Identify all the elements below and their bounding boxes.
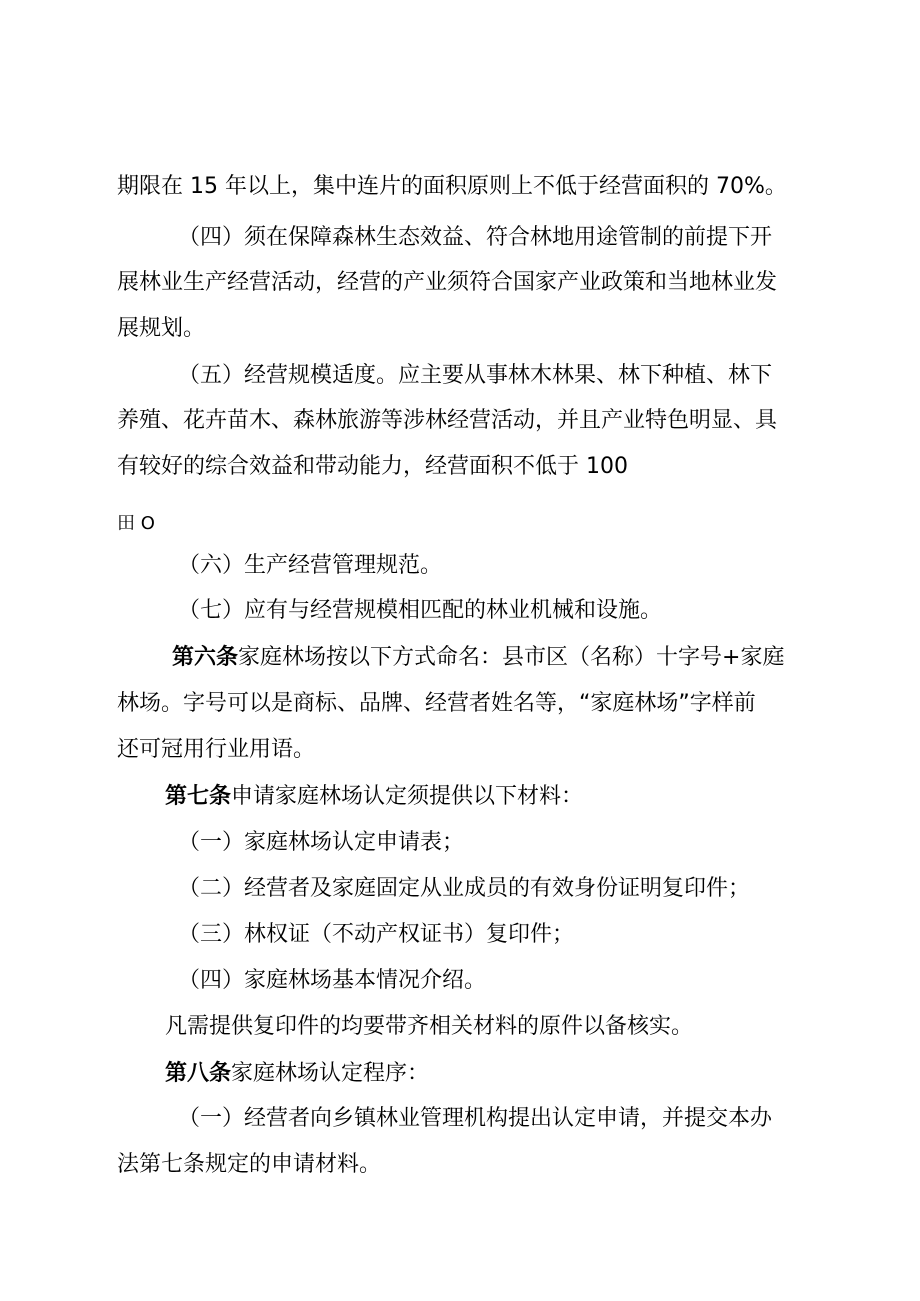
article-text: 申请家庭林场认定须提供以下材料： <box>231 784 584 809</box>
text-line: 展规划。 <box>117 316 206 341</box>
article-7-heading <box>165 782 583 812</box>
article-8-heading <box>165 1059 429 1089</box>
article-text: 家庭林场认定程序： <box>231 1061 430 1086</box>
text-line: （六）生产经营管理规范。 <box>178 553 443 578</box>
text-line: （一）家庭林场认定申请表； <box>178 830 465 855</box>
text-line: 法第七条规定的申请材料。 <box>117 1152 382 1177</box>
article-6-heading <box>172 643 784 673</box>
article-text: 家庭林场按以下方式命名：县市区（名称）十字号+家庭 <box>238 645 785 670</box>
text-line: （四）须在保障森林生态效益、符合林地用途管制的前提下开 <box>178 225 773 250</box>
text-line: 林场。字号可以是商标、品牌、经营者姓名等，“家庭林场”字样前 <box>117 691 756 716</box>
text-line: 养殖、花卉苗木、森林旅游等涉林经营活动，并且产业特色明显、具 <box>117 408 778 433</box>
text-line: （一）经营者向乡镇林业管理机构提出认定申请，并提交本办 <box>178 1106 773 1131</box>
text-line: （四）家庭林场基本情况介绍。 <box>178 968 487 993</box>
article-label: 第八条 <box>165 1061 232 1086</box>
text-line: （五）经营规模适度。应主要从事林木林果、林下种植、林下 <box>178 363 773 388</box>
article-label: 第七条 <box>165 784 232 809</box>
text-line: 凡需提供复印件的均要带齐相关材料的原件以备核实。 <box>165 1014 694 1039</box>
text-line: 田 O <box>117 513 155 534</box>
article-label: 第六条 <box>172 645 239 670</box>
text-line: （三）林权证（不动产权证书）复印件； <box>178 922 575 947</box>
text-line: 有较好的综合效益和带动能力，经营面积不低于 100 <box>117 454 628 479</box>
text-line: （七）应有与经营规模相匹配的林业机械和设施。 <box>178 598 663 623</box>
text-line: （二）经营者及家庭固定从业成员的有效身份证明复印件； <box>178 876 751 901</box>
text-line: 期限在 15 年以上，集中连片的面积原则上不低于经营面积的 70%。 <box>117 174 787 199</box>
text-line: 展林业生产经营活动，经营的产业须符合国家产业政策和当地林业发 <box>117 270 778 295</box>
text-line: 还可冠用行业用语。 <box>117 737 316 762</box>
